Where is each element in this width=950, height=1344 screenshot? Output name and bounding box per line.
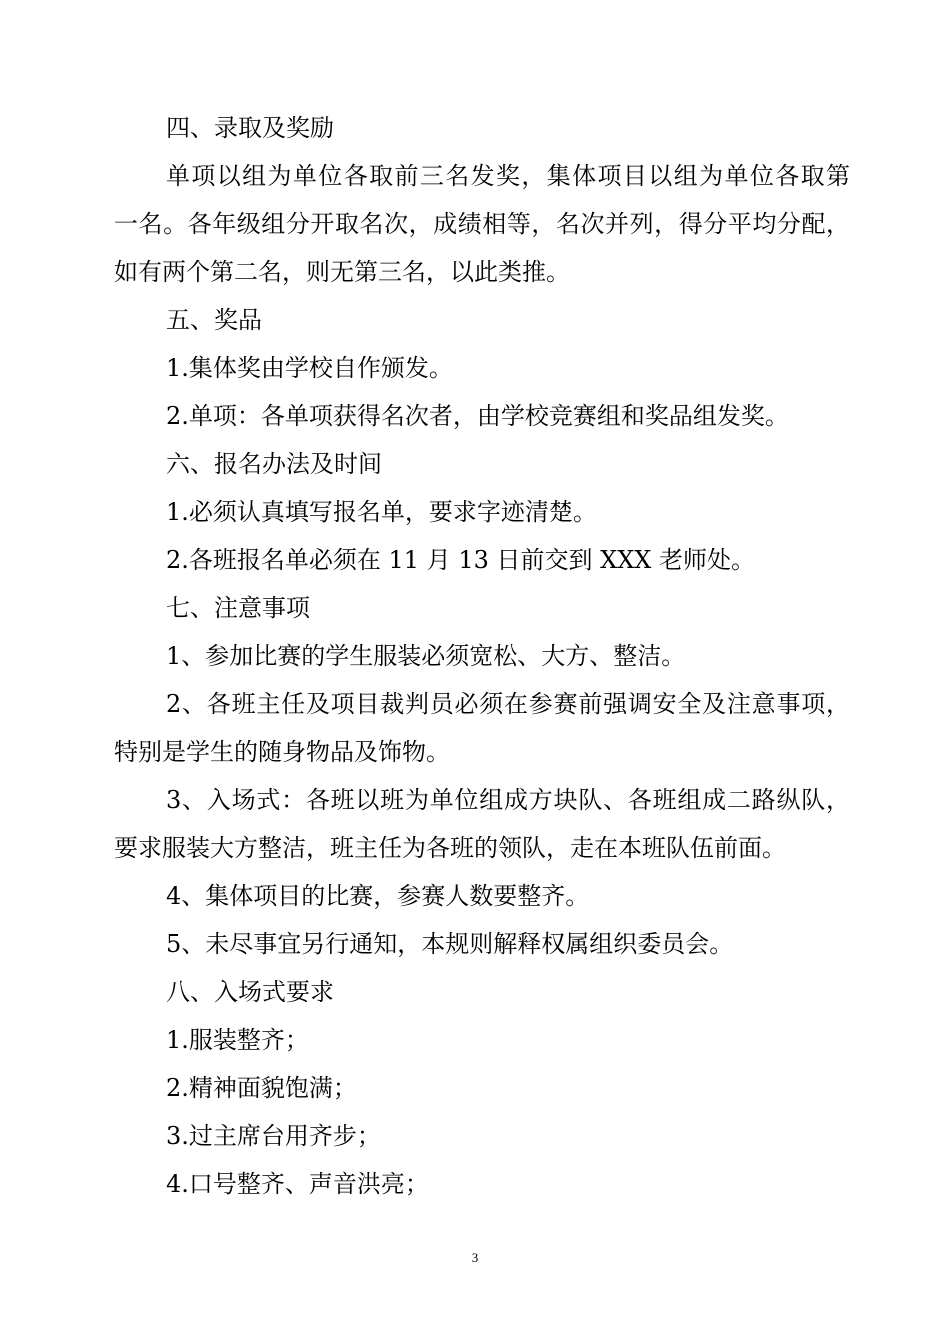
page-number: 3 (471, 1250, 479, 1265)
list-item: 1.集体奖由学校自作颁发。 (166, 354, 453, 382)
paragraph-line: 如有两个第二名，则无第三名，以此类推。 (114, 258, 570, 286)
list-item: 2.精神面貌饱满； (166, 1074, 357, 1102)
list-item: 5、未尽事宜另行通知，本规则解释权属组织委员会。 (166, 930, 734, 958)
list-item: 3.过主席台用齐步； (166, 1122, 381, 1150)
list-item-continuation: 要求服装大方整洁，班主任为各班的领队，走在本班队伍前面。 (114, 834, 786, 862)
list-item: 1、参加比赛的学生服装必须宽松、大方、整洁。 (166, 642, 686, 670)
list-item-continuation: 特别是学生的随身物品及饰物。 (114, 738, 450, 766)
list-item: 4.口号整齐、声音洪亮； (166, 1170, 429, 1198)
list-item: 2.单项：各单项获得名次者，由学校竞赛组和奖品组发奖。 (166, 402, 789, 430)
list-item: 4、集体项目的比赛，参赛人数要整齐。 (166, 882, 590, 910)
list-item: 1.必须认真填写报名单，要求字迹清楚。 (166, 498, 597, 526)
section-heading-entrance-requirements: 八、入场式要求 (166, 978, 334, 1006)
section-heading-admission-awards: 四、录取及奖励 (166, 114, 334, 142)
list-item: 2.各班报名单必须在 11 月 13 日前交到 XXX 老师处。 (166, 546, 756, 574)
list-item: 2、各班主任及项目裁判员必须在参赛前强调安全及注意事项， (166, 690, 850, 718)
section-heading-registration: 六、报名办法及时间 (166, 450, 382, 478)
list-item: 1.服装整齐； (166, 1026, 309, 1054)
document-body (114, 104, 850, 1208)
section-heading-notes: 七、注意事项 (166, 594, 310, 622)
section-heading-prizes: 五、奖品 (166, 306, 262, 334)
paragraph-line: 一名。各年级组分开取名次，成绩相等，名次并列，得分平均分配， (114, 210, 850, 238)
list-item: 3、入场式：各班以班为单位组成方块队、各班组成二路纵队， (166, 786, 850, 814)
paragraph-line: 单项以组为单位各取前三名发奖，集体项目以组为单位各取第 (166, 162, 850, 190)
